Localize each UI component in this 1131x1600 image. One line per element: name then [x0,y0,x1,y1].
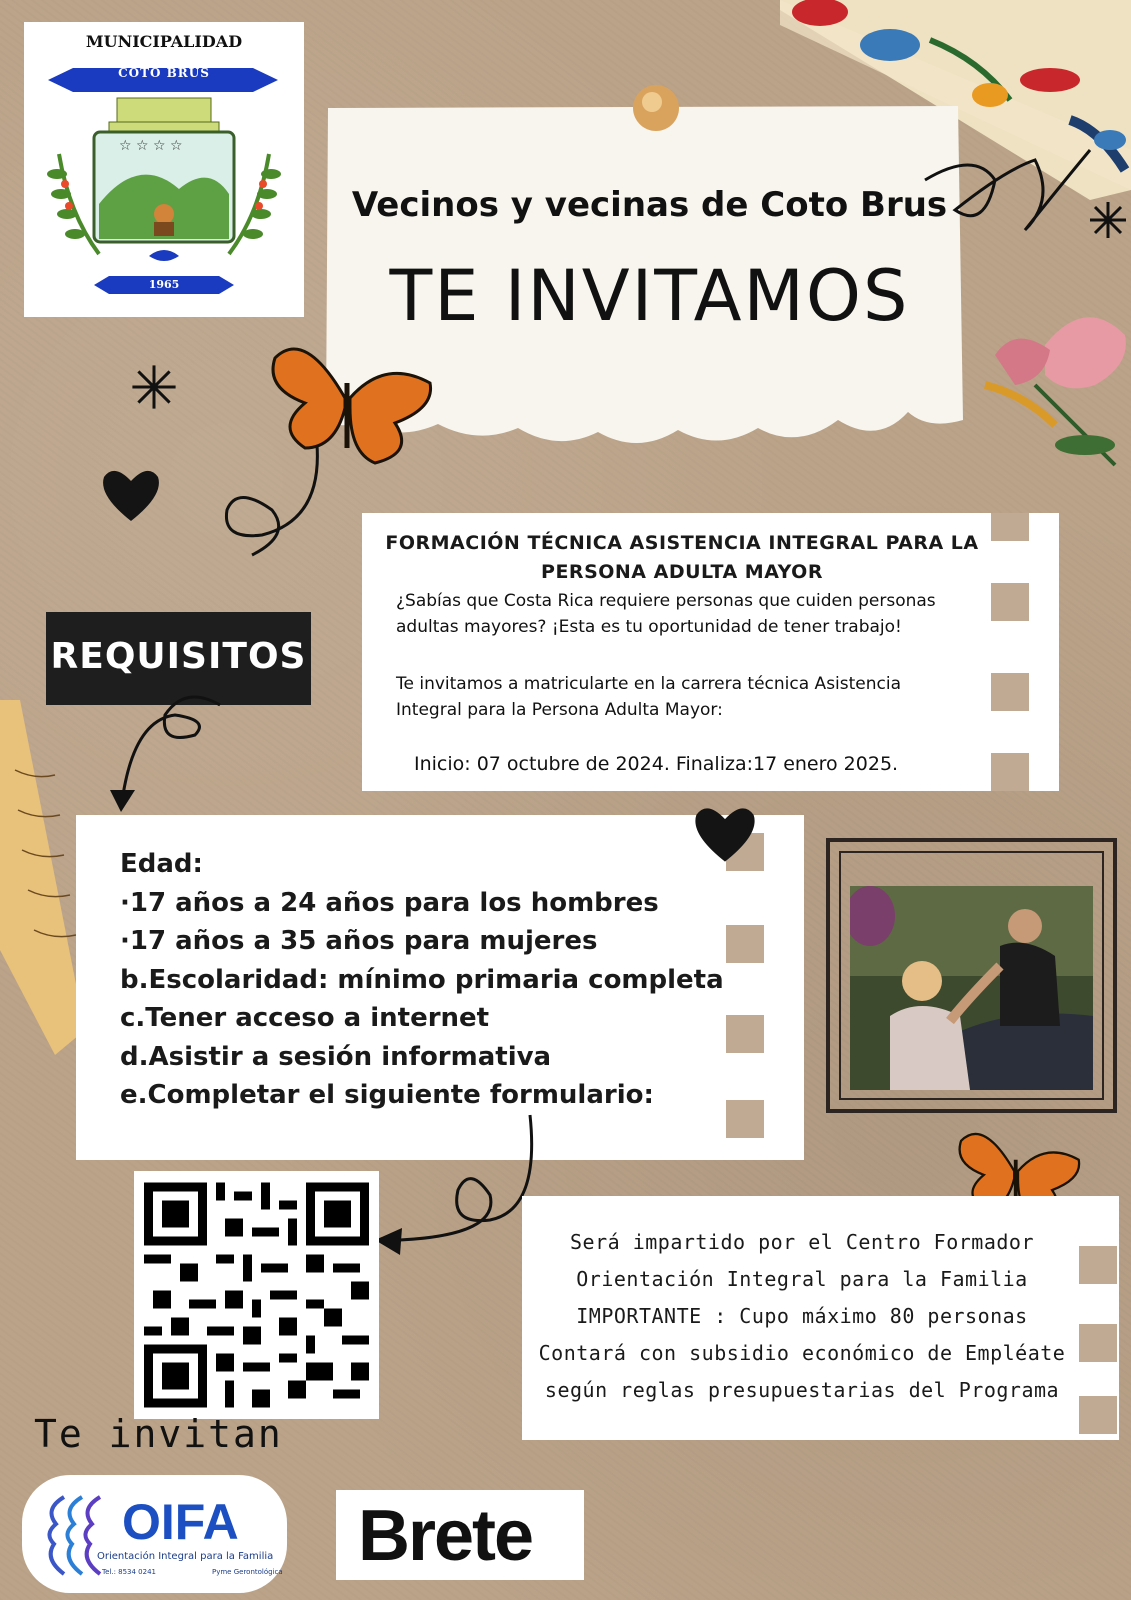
curved-arrow-icon [95,690,230,815]
sparkle-icon [130,363,178,411]
requirements-list [120,845,724,1115]
info-line: Orientación Integral para la Familia [576,1267,1028,1291]
brete-wordmark: Brete [358,1496,533,1576]
qr-code-card[interactable] [134,1171,379,1419]
info-line: Será impartido por el Centro Formador [569,1230,1035,1254]
curved-arrow-icon [370,1110,545,1265]
faces-icon [34,1489,124,1579]
requirement-item: ·17 años a 35 años para mujeres [120,926,598,956]
course-info-card [362,513,1059,791]
oifa-pyme: Pyme Gerontológica [212,1568,283,1576]
swirl-line-decoration [212,440,332,560]
flower-decoration [975,295,1131,495]
requirement-item: Edad: [120,849,203,879]
municipality-logo [24,22,304,317]
invitation-headline: TE INVITAMOS [389,255,910,337]
invitation-subtitle: Vecinos y vecinas de Coto Brus [351,185,948,225]
te-invitan-label: Te invitan [34,1412,283,1456]
course-title: FORMACIÓN TÉCNICA ASISTENCIA INTEGRAL PARA LA PERSONA ADULTA MAYOR [385,532,979,583]
heart-icon [98,465,164,525]
requirement-item: b.Escolaridad: mínimo primaria completa [120,964,724,995]
coat-of-arms-icon [39,94,289,294]
oifa-name: OIFA [122,1494,239,1550]
course-dates: Inicio: 07 octubre de 2024. Finaliza:17 enero 2025. [414,753,899,775]
requirements-card [76,815,804,1160]
logo-title: MUNICIPALIDAD [85,32,243,51]
info-line: IMPORTANTE : Cupo máximo 80 personas [576,1304,1028,1328]
requirement-item: ·17 años a 24 años para los hombres [120,887,659,918]
oifa-logo [22,1475,287,1593]
caregiver-photo [850,886,1093,1090]
course-enrollment-text: Te invitamos a matricularte en la carrera técnica Asistencia Integral para la Persona Adulta Mayor: [396,674,902,720]
provider-info-card [522,1196,1119,1440]
qr-code-icon[interactable] [144,1181,369,1409]
requirement-item: e.Completar el siguiente formulario: [120,1080,654,1110]
info-line: según reglas presupuestarias del Programa [544,1378,1060,1402]
oifa-phone: Tel.: 8534 0241 [102,1568,157,1576]
scribble-decoration [915,140,1095,250]
requirement-item: d.Asistir a sesión informativa [120,1041,552,1072]
logo-ribbon-text: COTO BRUS [118,66,210,80]
logo-year: 1965 [148,278,180,291]
course-description: ¿Sabías que Costa Rica requiere personas que cuiden personas adultas mayores? ¡Esta es tu oportunidad de tener trabajo! [396,591,936,637]
requirements-label: REQUISITOS [46,612,311,705]
sparkle-icon [1088,200,1128,240]
brete-logo [336,1490,584,1580]
info-line: Contará con subsidio económico de Empléate [538,1341,1066,1365]
oifa-tagline: Orientación Integral para la Familia [97,1551,274,1562]
thumbtack-icon [630,82,682,134]
svg-text:☆ ☆ ☆ ☆: ☆ ☆ ☆ ☆ [119,138,183,154]
requirement-item: c.Tener acceso a internet [120,1003,490,1033]
heart-icon [690,802,760,866]
